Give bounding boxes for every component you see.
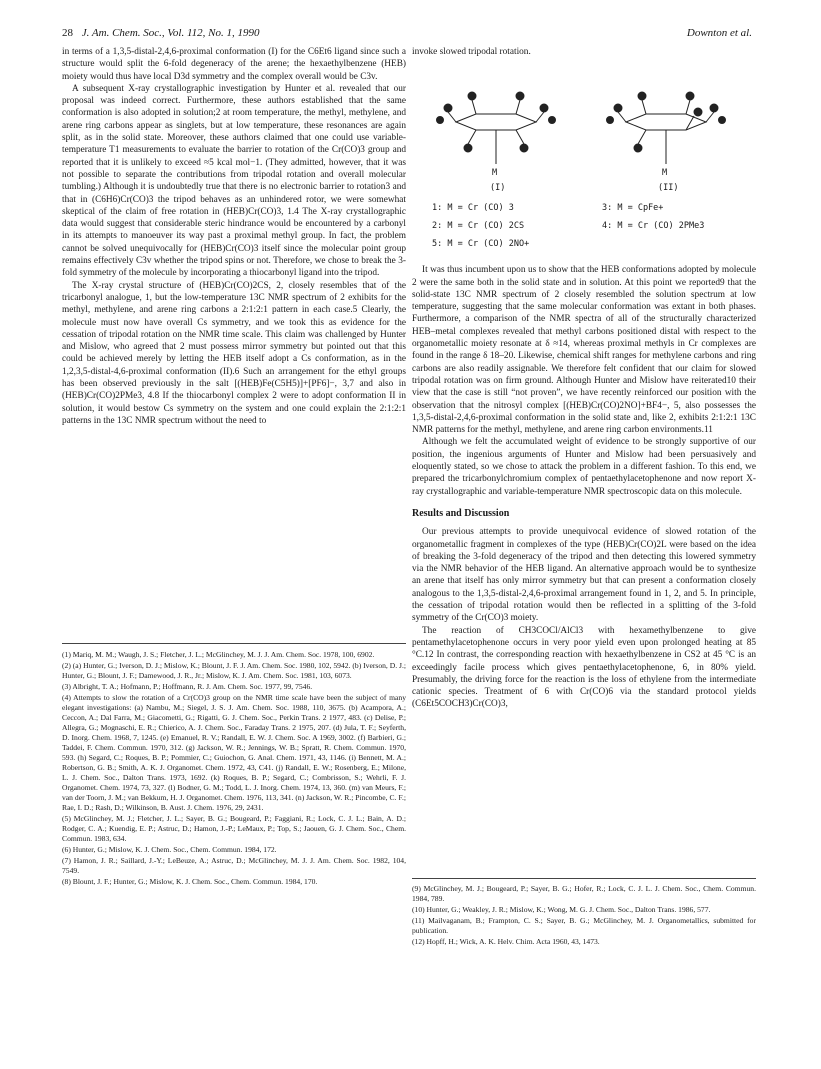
reference: (3) Albright, T. A.; Hofmann, P.; Hoffmann, R. J. Am. Chem. Soc. 1977, 99, 7546.	[62, 682, 313, 691]
journal-citation: J. Am. Chem. Soc., Vol. 112, No. 1, 1990	[81, 27, 260, 39]
paragraph: Although we felt the accumulated weight of evidence to be strongly supportive of our position, the ingenious arguments of Hunter and Mislow had been persuasively and eloquently stated, so we chose to attack the problem in a different fashion. To this end, we prepared the tricarbonylchromium complex of pentaethylacetophenone and now report X-ray crystallographic and variable-temperature NMR spectroscopic data on this molecule.	[412, 437, 756, 497]
reference: (1) Mariq, M. M.; Waugh, J. S.; Fletcher, J. L.; McGlinchey, M. J. J. Am. Chem. Soc. 1978, 100, 6902.	[62, 650, 375, 659]
structure-caption: (I)	[490, 183, 506, 194]
paragraph: Our previous attempts to provide unequivocal evidence of slowed rotation of the organometallic fragment in complexes of the type (HEB)Cr(CO)2L were based on the idea of breaking the 3-fold degeneracy of the tripod and then detecting this lowered symmetry via the NMR behavior of the HEB ligand. An alternative approach would be to synthesize an arene that itself has only mirror symmetry but that can present a conformation closely analogous to the 1,3,5-distal-2,4,6-proximal arrangement found in 1, 2, and 5. In principle, the cessation of tripodal rotation would then be reflected in a splitting of the 3-fold symmetry of the Cr(CO)3 moiety.	[412, 527, 756, 624]
compound-definition: 3: M = CpFe+	[602, 203, 664, 214]
reference: (6) Hunter, G.; Mislow, K. J. Chem. Soc., Chem. Commun. 1984, 172.	[62, 845, 277, 854]
running-header	[62, 27, 752, 41]
structure-caption: (II)	[658, 183, 679, 194]
reference: (10) Hunter, G.; Weakley, J. R.; Mislow, K.; Wong, M. G. J. Chem. Soc., Dalton Trans. 1986, 577.	[412, 905, 711, 914]
metal-label: M	[492, 168, 498, 179]
structure-ii	[607, 92, 726, 164]
compound-definition: 1: M = Cr (CO) 3	[432, 203, 514, 214]
reference: (11) Mailvaganam, B.; Frampton, C. S.; Sayer, B. G.; McGlinchey, M. J. Organometallics, submitted for publication.	[412, 916, 756, 935]
reference: (2) (a) Hunter, G.; Iverson, D. J.; Mislow, K.; Blount, J. F. J. Am. Chem. Soc. 1980, 102, 5942. (b) Iverson, D. J.; Hunter, G.; Blount, J. F.; Damewood, J. R., Jr.; Mislow, K. J. Am. Chem. Soc. 1981, 103, 6073.	[62, 661, 406, 680]
left-column	[62, 46, 406, 427]
paragraph: The reaction of CH3COCl/AlCl3 with hexamethylbenzene to give pentamethylacetophenone occurs in very poor yield even upon prolonged heating at 85 °C.12 In contrast, the corresponding reaction with hexaethylbenzene in CS2 at 45 °C is an exceedingly facile process which gives pentaethylacetophenone, 6, in 80% yield. Presumably, the driving force for the reaction is the loss of ethylene from the intermediate cationic species. Treatment of 6 with Cr(CO)6 via the standard protocol yields (C6Et5COCH3)Cr(CO)3,	[412, 625, 756, 710]
metal-label: M	[662, 168, 668, 179]
running-authors: Downton et al.	[686, 27, 752, 39]
reference: (5) McGlinchey, M. J.; Fletcher, J. L.; Sayer, B. G.; Bougeard, P.; Faggiani, R.; Lock, C. J. L.; Bain, A. D.; Rodger, C. A.; Kuendig, E. P.; Astruc, D.; Hamon, J.-P.; LeMaux, P.; Top, S.; Jaouen, G. J. Chem. Soc., Chem. Commun. 1983, 634.	[62, 814, 406, 843]
right-column	[412, 46, 756, 711]
reference: (4) Attempts to slow the rotation of a Cr(CO)3 group on the NMR time scale have been the subject of many elegant investigations: (a) Nambu, M.; Siegel, J. S. J. Am. Chem. Soc. 1988, 110, 3675. (b) Acampora, A.; Ceccon, A.; Dal Farra, M.; Giacometti, G.; Rigatti, G. J. Chem. Soc., Perkin Trans. 2 1977, 483. (c) Delise, P.; Allegra, G.; Mognaschi, E. R.; Chierico, A. J. Chem. Soc., Faraday Trans. 2 1975, 207. (d) Jula, T. F.; Seyferth, D. Inorg. Chem. 1968, 7, 1245. (e) Emanuel, R. V.; Randall, E. W. J. Chem. Soc. A 1969, 3002. (f) Barbieri, G.; Taddei, F. Chem. Commun. 1970, 312. (g) Jackson, W. R.; Jennings, W. B.; Spratt, R. Chem. Commun. 1970, 593. (h) Segard, C.; Roques, B. P.; Pommier, C.; Guiochon, G. Anal. Chem. 1971, 43, 1146. (i) Bennett, M. A.; Robertson, G. B.; Smith, A. K. J. Organomet. Chem. 1972, 43, C41. (j) Randall, E. W.; Rosenberg, E.; Milone, L. J. Chem. Soc., Dalton Trans. 1973, 1692. (k) Roques, B. P.; Segard, C.; Combrisson, S.; Wehrli, F. J. Organomet. Chem. 1974, 73, 327. (l) Bodner, G. M.; Todd, L. J. Inorg. Chem. 1974, 13, 360. (m) van Meurs, F.; van der Toorn, J. M.; van Bekkum, H. J. Organomet. Chem. 1976, 113, 341. (n) Jackson, W. R.; Pincombe, C. F.; Rae, I. D.; Rash, D.; Wilkinson, B. Aust. J. Chem. 1976, 29, 2431.	[62, 693, 406, 812]
structure-i	[437, 92, 556, 164]
reference: (12) Hopff, H.; Wick, A. K. Helv. Chim. Acta 1960, 43, 1473.	[412, 937, 600, 946]
footnote-divider	[62, 643, 406, 644]
page-number: 28	[62, 27, 73, 39]
paragraph: in terms of a 1,3,5-distal-2,4,6-proximal conformation (I) for the C6Et6 ligand since such a structure would split the 6-fold degeneracy of the arene; the hexaethylbenzene (HEB) moiety would thus have local D3d symmetry and the complex overall would be C3v.	[62, 47, 406, 82]
references-right	[412, 884, 756, 948]
section-heading: Results and Discussion	[412, 507, 510, 519]
structures-figure	[412, 64, 756, 254]
paragraph: invoke slowed tripodal rotation.	[412, 47, 531, 57]
references-left	[62, 650, 406, 888]
reference: (9) McGlinchey, M. J.; Bougeard, P.; Sayer, B. G.; Hofer, R.; Lock, C. J. L. J. Chem. Soc., Chem. Commun. 1984, 789.	[412, 884, 756, 903]
reference: (8) Blount, J. F.; Hunter, G.; Mislow, K. J. Chem. Soc., Chem. Commun. 1984, 170.	[62, 877, 318, 886]
paragraph: It was thus incumbent upon us to show that the HEB conformations adopted by molecule 2 were the same both in the solid state and in solution. At this point we reported9 that the solid-state 13C NMR spectrum of 2 closely resembled the solution spectrum at low temperature, suggesting that the same molecular conformation was extant in both phases. Furthermore, a comparison of the NMR spectra of all of the structurally characterized HEB–metal complexes revealed that methyl carbons positioned distal with respect to the organometallic moiety resonate at δ ≈14, whereas proximal methyls in Cr complexes are found in the range δ 18–20. Likewise, chemical shift ranges for methylene carbons and ring carbons are also readily assignable. We therefore felt confident that our claim for slowed tripodal rotation was on firm ground. Although Hunter and Mislow have reiterated10 their view that the case is still “not proven”, we have recently reinforced our position with the observation that the nitrosyl complex [(HEB)Cr(CO)2NO]+BF4−, 5, also possesses the 1,3,5-distal-2,4,6-proximal conformation in the solid state and, like 2, exhibits 2:1:2:1 13C NMR patterns for the methyl, methylene, and arene ring carbon environments.11	[412, 265, 756, 436]
compound-definition: 2: M = Cr (CO) 2CS	[432, 221, 525, 232]
paragraph: The X-ray crystal structure of (HEB)Cr(CO)2CS, 2, closely resembles that of the tricarbonyl analogue, 1, but the low-temperature 13C NMR spectrum of 2 exhibits for the methyl, methylene, and arene ring carbons a 2:1:2:1 pattern in each case.5 Clearly, the molecule must now have overall Cs symmetry, and we took this as evidence for the cessation of tripodal rotation on the NMR time scale. This claim was challenged by Hunter and Mislow, who agreed that 2 must possess mirror symmetry but pointed out that this could be achieved merely by letting the HEB itself adopt a Cs conformation, as in the 1,2,3,5-distal-4,6-proximal conformation (II).6 Such an arrangement for the ethyl groups has been observed previously in the salt [(HEB)Fe(C5H5)]+[PF6]−, 3,7 and also in (HEB)Cr(CO)2PMe3, 4.8 If the thiocarbonyl complex 2 were to adopt conformation II in solution, it would bestow Cs symmetry on the system and one could explain the 2:1:2:1 patterns in the 13C NMR spectrum without the need to	[62, 280, 406, 426]
footnote-divider	[412, 878, 756, 879]
reference: (7) Hamon, J. R.; Saillard, J.-Y.; LeBeuze, A.; Astruc, D.; McGlinchey, M. J. J. Am. Chem. Soc. 1982, 104, 7549.	[62, 856, 406, 875]
compound-definition: 5: M = Cr (CO) 2NO+	[432, 239, 530, 250]
paragraph: A subsequent X-ray crystallographic investigation by Hunter et al. revealed that our proposal was indeed correct. Furthermore, these authors established that the same conformation is also adopted in solution;2 at room temperature, the methyl, methylene, and arene ring carbons appear as singlets, but at low temperature, these resonances are again split, as in the solid state. Moreover, these authors claimed that one could use variable-temperature T1 measurements to evaluate the barrier to rotation of the Cr(CO)3 group and reported that it is unlikely to exceed ≈5 kcal mol−1. (They admitted, however, that it was not possible to separate the contributions from tripodal rotation and overall molecular tumbling.) Although it is undoubtedly true that there is no electronic barrier to rotation3 and that in (C6H6)Cr(CO)3 the tripod behaves as an unhindered rotor, we were somewhat skeptical of the claim of free rotation in (HEB)Cr(CO)3, 1.4 The X-ray crystallographic data would suggest that considerable steric hindrance would be encountered by a carbonyl in its attempts to manoeuver its way past a proximal methyl group. In fact, the problem cannot be solved unequivocally for (HEB)Cr(CO)3 itself since the molecular point group remains effectively C3v whether the tripod spins or not. Therefore, we chose to break the 3-fold symmetry of the molecule by incorporating a thiocarbonyl ligand into the tripod.	[62, 83, 406, 279]
compound-definition: 4: M = Cr (CO) 2PMe3	[602, 221, 705, 232]
